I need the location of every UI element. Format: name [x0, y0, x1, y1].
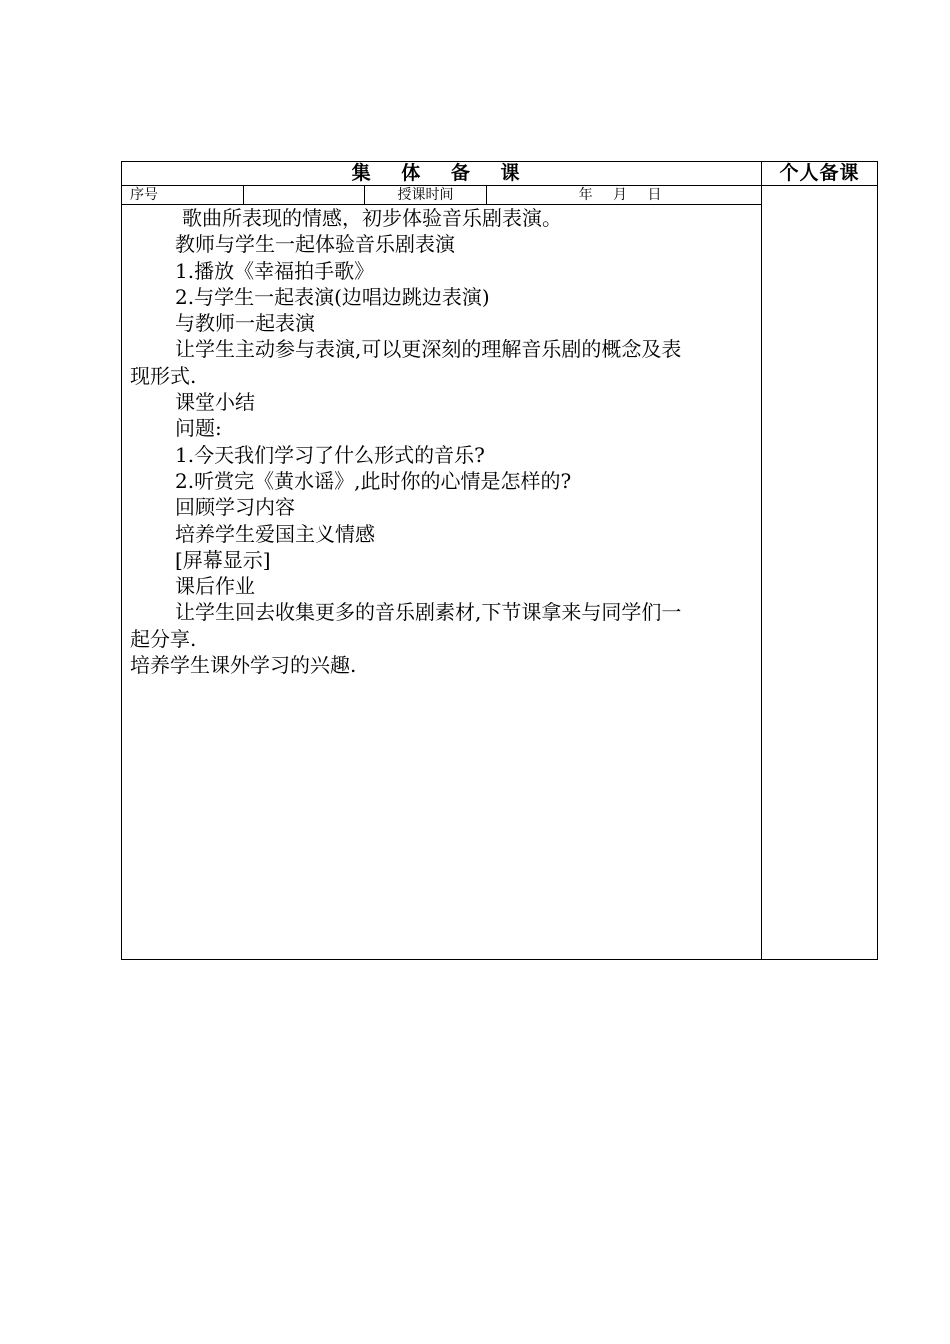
content-line: 课后作业 [175, 574, 255, 599]
content-line: 1.今天我们学习了什么形式的音乐? [175, 442, 485, 467]
collective-plan-title: 集 体 备 课 [122, 162, 762, 186]
content-line: 起分享. [130, 626, 197, 651]
content-line: 1.播放《幸福拍手歌》 [175, 258, 375, 283]
content-line: 歌曲所表现的情感，初步体验音乐剧表演。 [182, 206, 562, 230]
content-line: 问题: [175, 416, 222, 441]
content-line: 与教师一起表演 [175, 311, 315, 336]
content-line: 让学生主动参与表演,可以更深刻的理解音乐剧的概念及表 [175, 337, 682, 362]
content-line: 培养学生课外学习的兴趣. [130, 653, 357, 678]
content-line: 教师与学生一起体验音乐剧表演 [175, 232, 455, 257]
content-line: 2.与学生一起表演(边唱边跳边表演) [175, 284, 490, 309]
seq-label: 序号 [122, 186, 244, 205]
content-line: 培养学生爱国主义情感 [175, 521, 375, 546]
seq-value [244, 186, 365, 205]
date-label: 年 月 日 [487, 186, 762, 205]
content-line: 让学生回去收集更多的音乐剧素材,下节课拿来与同学们一 [175, 600, 682, 625]
content-line: 课堂小结 [175, 390, 255, 415]
title-row [122, 162, 878, 186]
lesson-plan-table [121, 161, 878, 960]
meta-row [122, 186, 878, 205]
content-line: [屏幕显示] [175, 547, 271, 572]
content-line: 回顾学习内容 [175, 495, 295, 520]
time-label: 授课时间 [365, 186, 487, 205]
content-line: 现形式. [130, 363, 197, 388]
personal-plan-title: 个人备课 [762, 162, 878, 186]
personal-notes-cell [762, 186, 878, 960]
content-line: 2.听赏完《黄水谣》,此时你的心情是怎样的? [175, 468, 572, 493]
lesson-content [122, 205, 762, 960]
